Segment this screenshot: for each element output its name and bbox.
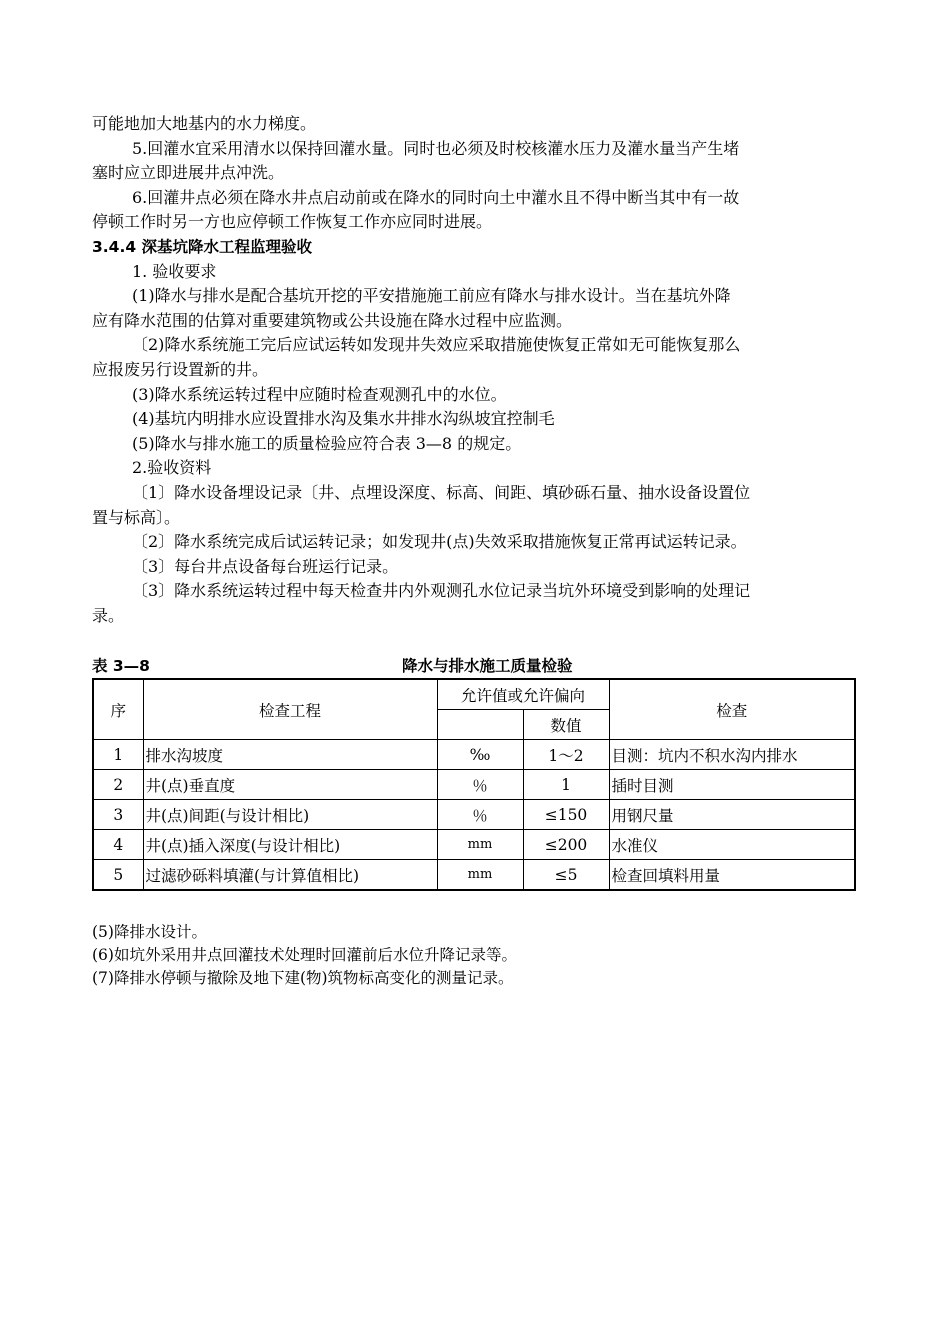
text-line: 6.回灌井点必须在降水井点启动前或在降水的同时向土中灌水且不得中断当其中有一故 xyxy=(132,187,740,207)
text-line: (5)降排水设计。 xyxy=(92,923,207,942)
cell-unit: mm xyxy=(437,830,523,860)
header-seq: 序 xyxy=(93,679,143,740)
text-line: 2.验收资料 xyxy=(132,458,212,478)
cell-value: ≤200 xyxy=(523,830,609,860)
table-row xyxy=(93,740,855,770)
cell-method: 水准仪 xyxy=(609,830,855,860)
cell-seq: 1 xyxy=(93,740,143,770)
text-line: 〔1〕降水设备埋设记录〔井、点埋设深度、标高、间距、填砂砾石量、抽水设备设置位 xyxy=(132,482,751,502)
table-row xyxy=(93,800,855,830)
cell-method: 插时目测 xyxy=(609,770,855,800)
header-method: 检查 xyxy=(609,679,855,740)
text-line: 〔2)降水系统施工完后应试运转如发现井失效应采取措施使恢复正常如无可能恢复那么 xyxy=(132,335,741,355)
cell-item: 排水沟坡度 xyxy=(143,740,437,770)
cell-method: 用钢尺量 xyxy=(609,800,855,830)
cell-value: 1～2 xyxy=(523,740,609,770)
table-row xyxy=(93,830,855,860)
cell-unit: ％ xyxy=(437,770,523,800)
text-line: (3)降水系统运转过程中应随时检查观测孔中的水位。 xyxy=(132,384,507,404)
after-table-text xyxy=(92,921,858,990)
text-line: (4)基坑内明排水应设置排水沟及集水井排水沟纵坡宜控制毛 xyxy=(132,409,555,429)
document-page xyxy=(92,112,858,990)
table-row xyxy=(93,770,855,800)
text-line: 塞时应立即进展井点冲洗。 xyxy=(92,163,285,183)
cell-value: ≤5 xyxy=(523,860,609,891)
section-heading: 3.4.4 深基坑降水工程监理验收 xyxy=(92,237,313,256)
text-line: 〔3〕每台井点设备每台班运行记录。 xyxy=(132,556,399,576)
body-text xyxy=(92,112,858,628)
header-allowance: 允许值或允许偏向 xyxy=(437,679,609,710)
text-line: (1)降水与排水是配合基坑开挖的平安措施施工前应有降水与排水设计。当在基坑外降 xyxy=(132,286,731,306)
header-value: 数值 xyxy=(523,710,609,740)
table-label: 表 3—8 xyxy=(92,657,150,676)
cell-value: 1 xyxy=(523,770,609,800)
header-unit xyxy=(437,710,523,740)
text-line: (5)降水与排水施工的质量检验应符合表 3—8 的规定。 xyxy=(132,433,522,453)
text-line: 录。 xyxy=(92,605,125,625)
cell-seq: 2 xyxy=(93,770,143,800)
cell-value: ≤150 xyxy=(523,800,609,830)
cell-method: 目测：坑内不积水沟内排水 xyxy=(609,740,855,770)
cell-unit: ‰ xyxy=(437,740,523,770)
cell-item: 井(点)插入深度(与设计相比) xyxy=(143,830,437,860)
cell-item: 井(点)间距(与设计相比) xyxy=(143,800,437,830)
text-line: 置与标高〕。 xyxy=(92,507,181,527)
text-line: 停顿工作时另一方也应停顿工作恢复工作亦应同时进展。 xyxy=(92,212,493,232)
cell-item: 井(点)垂直度 xyxy=(143,770,437,800)
cell-item: 过滤砂砾料填灌(与计算值相比) xyxy=(143,860,437,891)
text-line: (6)如坑外采用井点回灌技术处理时回灌前后水位升降记录等。 xyxy=(92,946,517,965)
cell-seq: 5 xyxy=(93,860,143,891)
text-line: 〔3〕降水系统运转过程中每天检查井内外观测孔水位记录当坑外环境受到影响的处理记 xyxy=(132,581,751,601)
cell-seq: 4 xyxy=(93,830,143,860)
table-title: 降水与排水施工质量检验 xyxy=(402,657,573,676)
inspection-table xyxy=(92,678,856,891)
cell-seq: 3 xyxy=(93,800,143,830)
header-item: 检查工程 xyxy=(143,679,437,740)
table-row xyxy=(93,860,855,891)
text-line: 〔2〕降水系统完成后试运转记录；如发现井(点)失效采取措施恢复正常再试运转记录。 xyxy=(132,532,747,552)
cell-unit: mm xyxy=(437,860,523,891)
table-caption xyxy=(92,654,858,678)
text-line: (7)降排水停顿与撤除及地下建(物)筑物标高变化的测量记录。 xyxy=(92,969,514,988)
cell-unit: ％ xyxy=(437,800,523,830)
text-line: 1. 验收要求 xyxy=(132,261,217,281)
text-line: 应报废另行设置新的井。 xyxy=(92,359,269,379)
cell-method: 检查回填料用量 xyxy=(609,860,855,891)
text-line: 5.回灌水宜采用清水以保持回灌水量。同时也必须及时校核灌水压力及灌水量当产生堵 xyxy=(132,138,740,158)
text-line: 应有降水范围的估算对重要建筑物或公共设施在降水过程中应监测。 xyxy=(92,310,573,330)
text-line: 可能地加大地基内的水力梯度。 xyxy=(92,114,317,133)
